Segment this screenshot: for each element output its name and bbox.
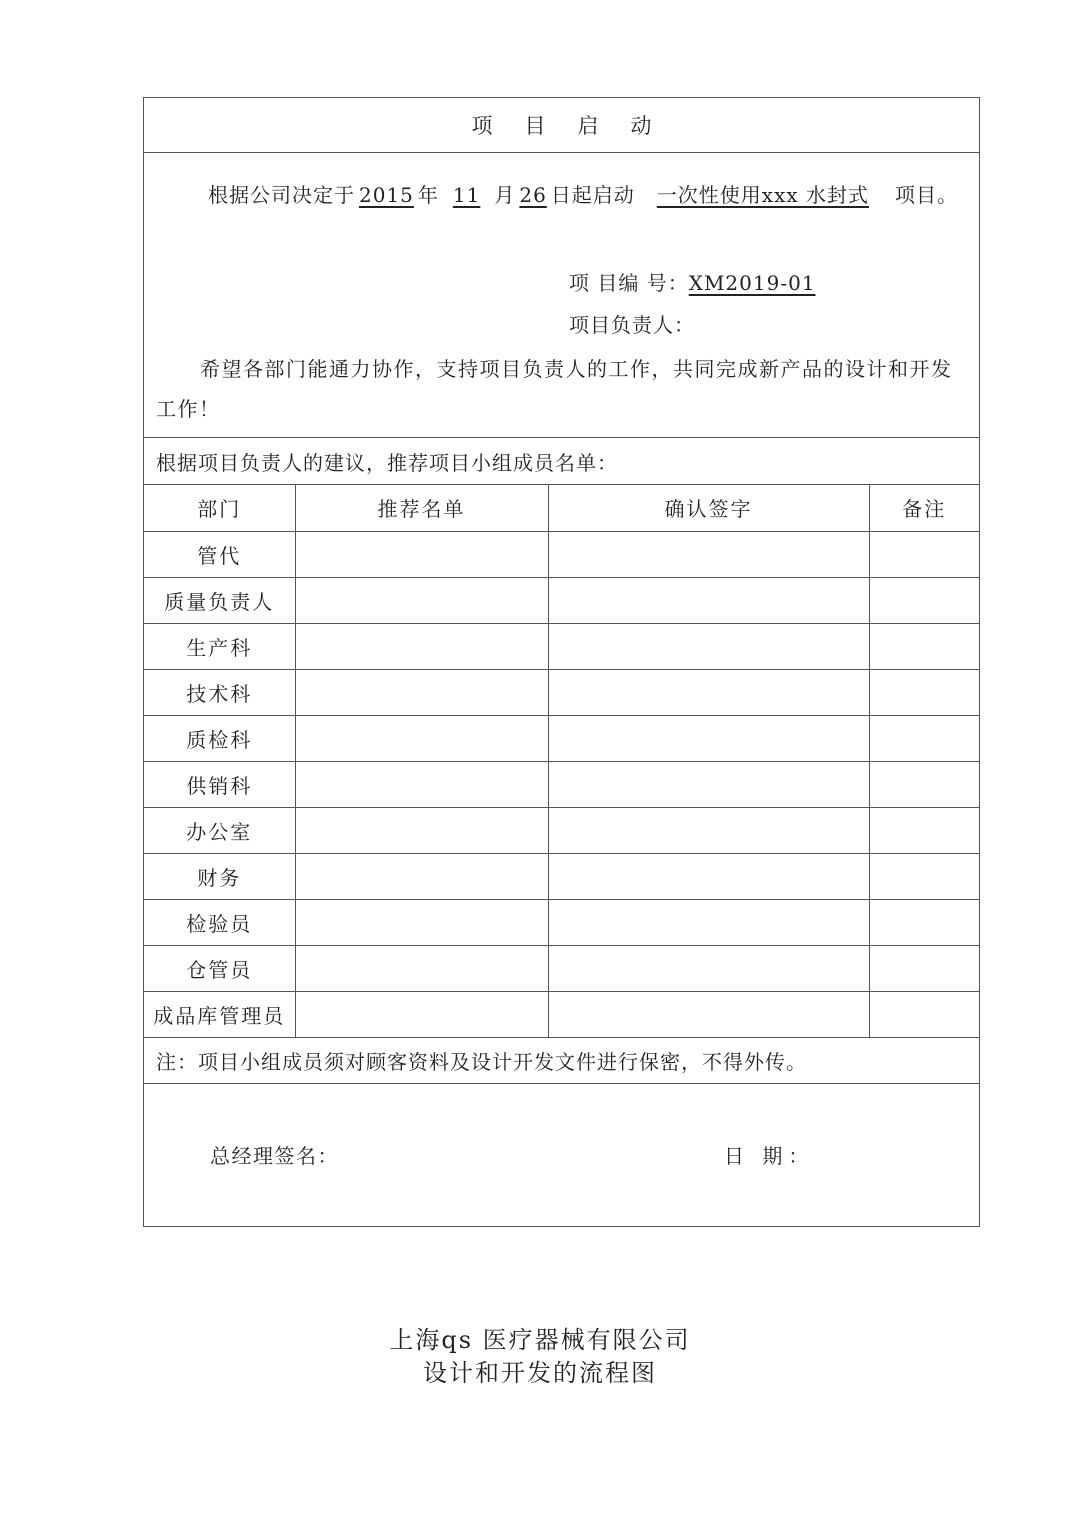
- table-row: [144, 807, 979, 853]
- table-row: [144, 945, 979, 991]
- department-cell: 成品库管理员: [144, 991, 295, 1037]
- flowchart-title: 设计和开发的流程图: [423, 1359, 657, 1387]
- signature-cell[interactable]: [548, 623, 869, 669]
- department-cell: 技术科: [144, 669, 295, 715]
- remarks-cell[interactable]: [869, 715, 979, 761]
- signature-cell[interactable]: [548, 669, 869, 715]
- signature-cell[interactable]: [548, 715, 869, 761]
- department-cell: 质检科: [144, 715, 295, 761]
- remarks-cell[interactable]: [869, 577, 979, 623]
- department-cell: 检验员: [144, 899, 295, 945]
- department-cell: 质量负责人: [144, 577, 295, 623]
- project-lead-label: 项目负责人：: [569, 313, 695, 337]
- notice-paragraph: [156, 175, 965, 215]
- cooperation-text: 希望各部门能通力协作，支持项目负责人的工作，共同完成新产品的设计和开发工作！: [156, 357, 953, 421]
- date-label: 日 期：: [724, 1143, 815, 1168]
- start-day: 26: [519, 183, 547, 207]
- recommended-cell[interactable]: [295, 669, 548, 715]
- project-suffix: 项目。: [895, 183, 959, 207]
- project-number-line: [569, 263, 816, 303]
- signature-section: [144, 1084, 979, 1226]
- header-remarks: 备注: [869, 485, 979, 531]
- remarks-cell[interactable]: [869, 945, 979, 991]
- table-row: [144, 531, 979, 577]
- department-cell: 管代: [144, 531, 295, 577]
- start-year: 2015: [359, 183, 414, 207]
- table-row: [144, 761, 979, 807]
- table-row: [144, 991, 979, 1037]
- recommended-cell[interactable]: [295, 761, 548, 807]
- table-header-row: [144, 485, 979, 531]
- recommended-cell[interactable]: [295, 623, 548, 669]
- notice-section: [144, 153, 979, 438]
- recommended-cell[interactable]: [295, 853, 548, 899]
- remarks-cell[interactable]: [869, 531, 979, 577]
- recommended-cell[interactable]: [295, 945, 548, 991]
- signature-cell[interactable]: [548, 945, 869, 991]
- signature-cell[interactable]: [548, 853, 869, 899]
- year-unit: 年: [417, 183, 439, 207]
- member-table: [144, 485, 979, 1038]
- table-row: [144, 853, 979, 899]
- recommended-cell[interactable]: [295, 807, 548, 853]
- recommended-cell[interactable]: [295, 899, 548, 945]
- header-recommended: 推荐名单: [295, 485, 548, 531]
- remarks-cell[interactable]: [869, 807, 979, 853]
- remarks-cell[interactable]: [869, 761, 979, 807]
- project-number-value: XM2019-01: [688, 271, 816, 295]
- signature-cell[interactable]: [548, 899, 869, 945]
- form-title: 项目启动: [144, 98, 979, 153]
- department-cell: 财务: [144, 853, 295, 899]
- remarks-cell[interactable]: [869, 899, 979, 945]
- member-table-body: [144, 485, 979, 1037]
- recommended-cell[interactable]: [295, 991, 548, 1037]
- table-row: [144, 899, 979, 945]
- department-cell: 供销科: [144, 761, 295, 807]
- confidentiality-note: 注：项目小组成员须对顾客资料及设计开发文件进行保密，不得外传。: [144, 1038, 979, 1084]
- department-cell: 生产科: [144, 623, 295, 669]
- remarks-cell[interactable]: [869, 853, 979, 899]
- remarks-cell[interactable]: [869, 669, 979, 715]
- remarks-cell[interactable]: [869, 991, 979, 1037]
- gm-signature-label: 总经理签名：: [210, 1143, 339, 1168]
- header-department: 部门: [144, 485, 295, 531]
- signature-cell[interactable]: [548, 991, 869, 1037]
- signature-cell[interactable]: [548, 531, 869, 577]
- project-number-label: 项 目编 号：: [569, 271, 689, 295]
- project-name: 一次性使用xxx 水封式: [656, 183, 870, 207]
- signature-cell[interactable]: [548, 577, 869, 623]
- department-cell: 仓管员: [144, 945, 295, 991]
- day-suffix: 日起启动: [550, 183, 635, 207]
- recommended-cell[interactable]: [295, 715, 548, 761]
- start-month: 11: [452, 183, 481, 207]
- table-row: [144, 623, 979, 669]
- header-signature: 确认签字: [548, 485, 869, 531]
- signature-cell[interactable]: [548, 761, 869, 807]
- department-cell: 办公室: [144, 807, 295, 853]
- project-start-form: [143, 97, 980, 1227]
- recommend-text: 根据项目负责人的建议，推荐项目小组成员名单：: [144, 438, 979, 485]
- signature-cell[interactable]: [548, 807, 869, 853]
- table-row: [144, 669, 979, 715]
- recommended-cell[interactable]: [295, 531, 548, 577]
- notice-intro: 根据公司决定于: [208, 183, 355, 207]
- table-row: [144, 715, 979, 761]
- month-unit: 月: [494, 183, 516, 207]
- recommended-cell[interactable]: [295, 577, 548, 623]
- remarks-cell[interactable]: [869, 623, 979, 669]
- company-name: 上海qs 医疗器械有限公司: [389, 1326, 691, 1354]
- table-row: [144, 577, 979, 623]
